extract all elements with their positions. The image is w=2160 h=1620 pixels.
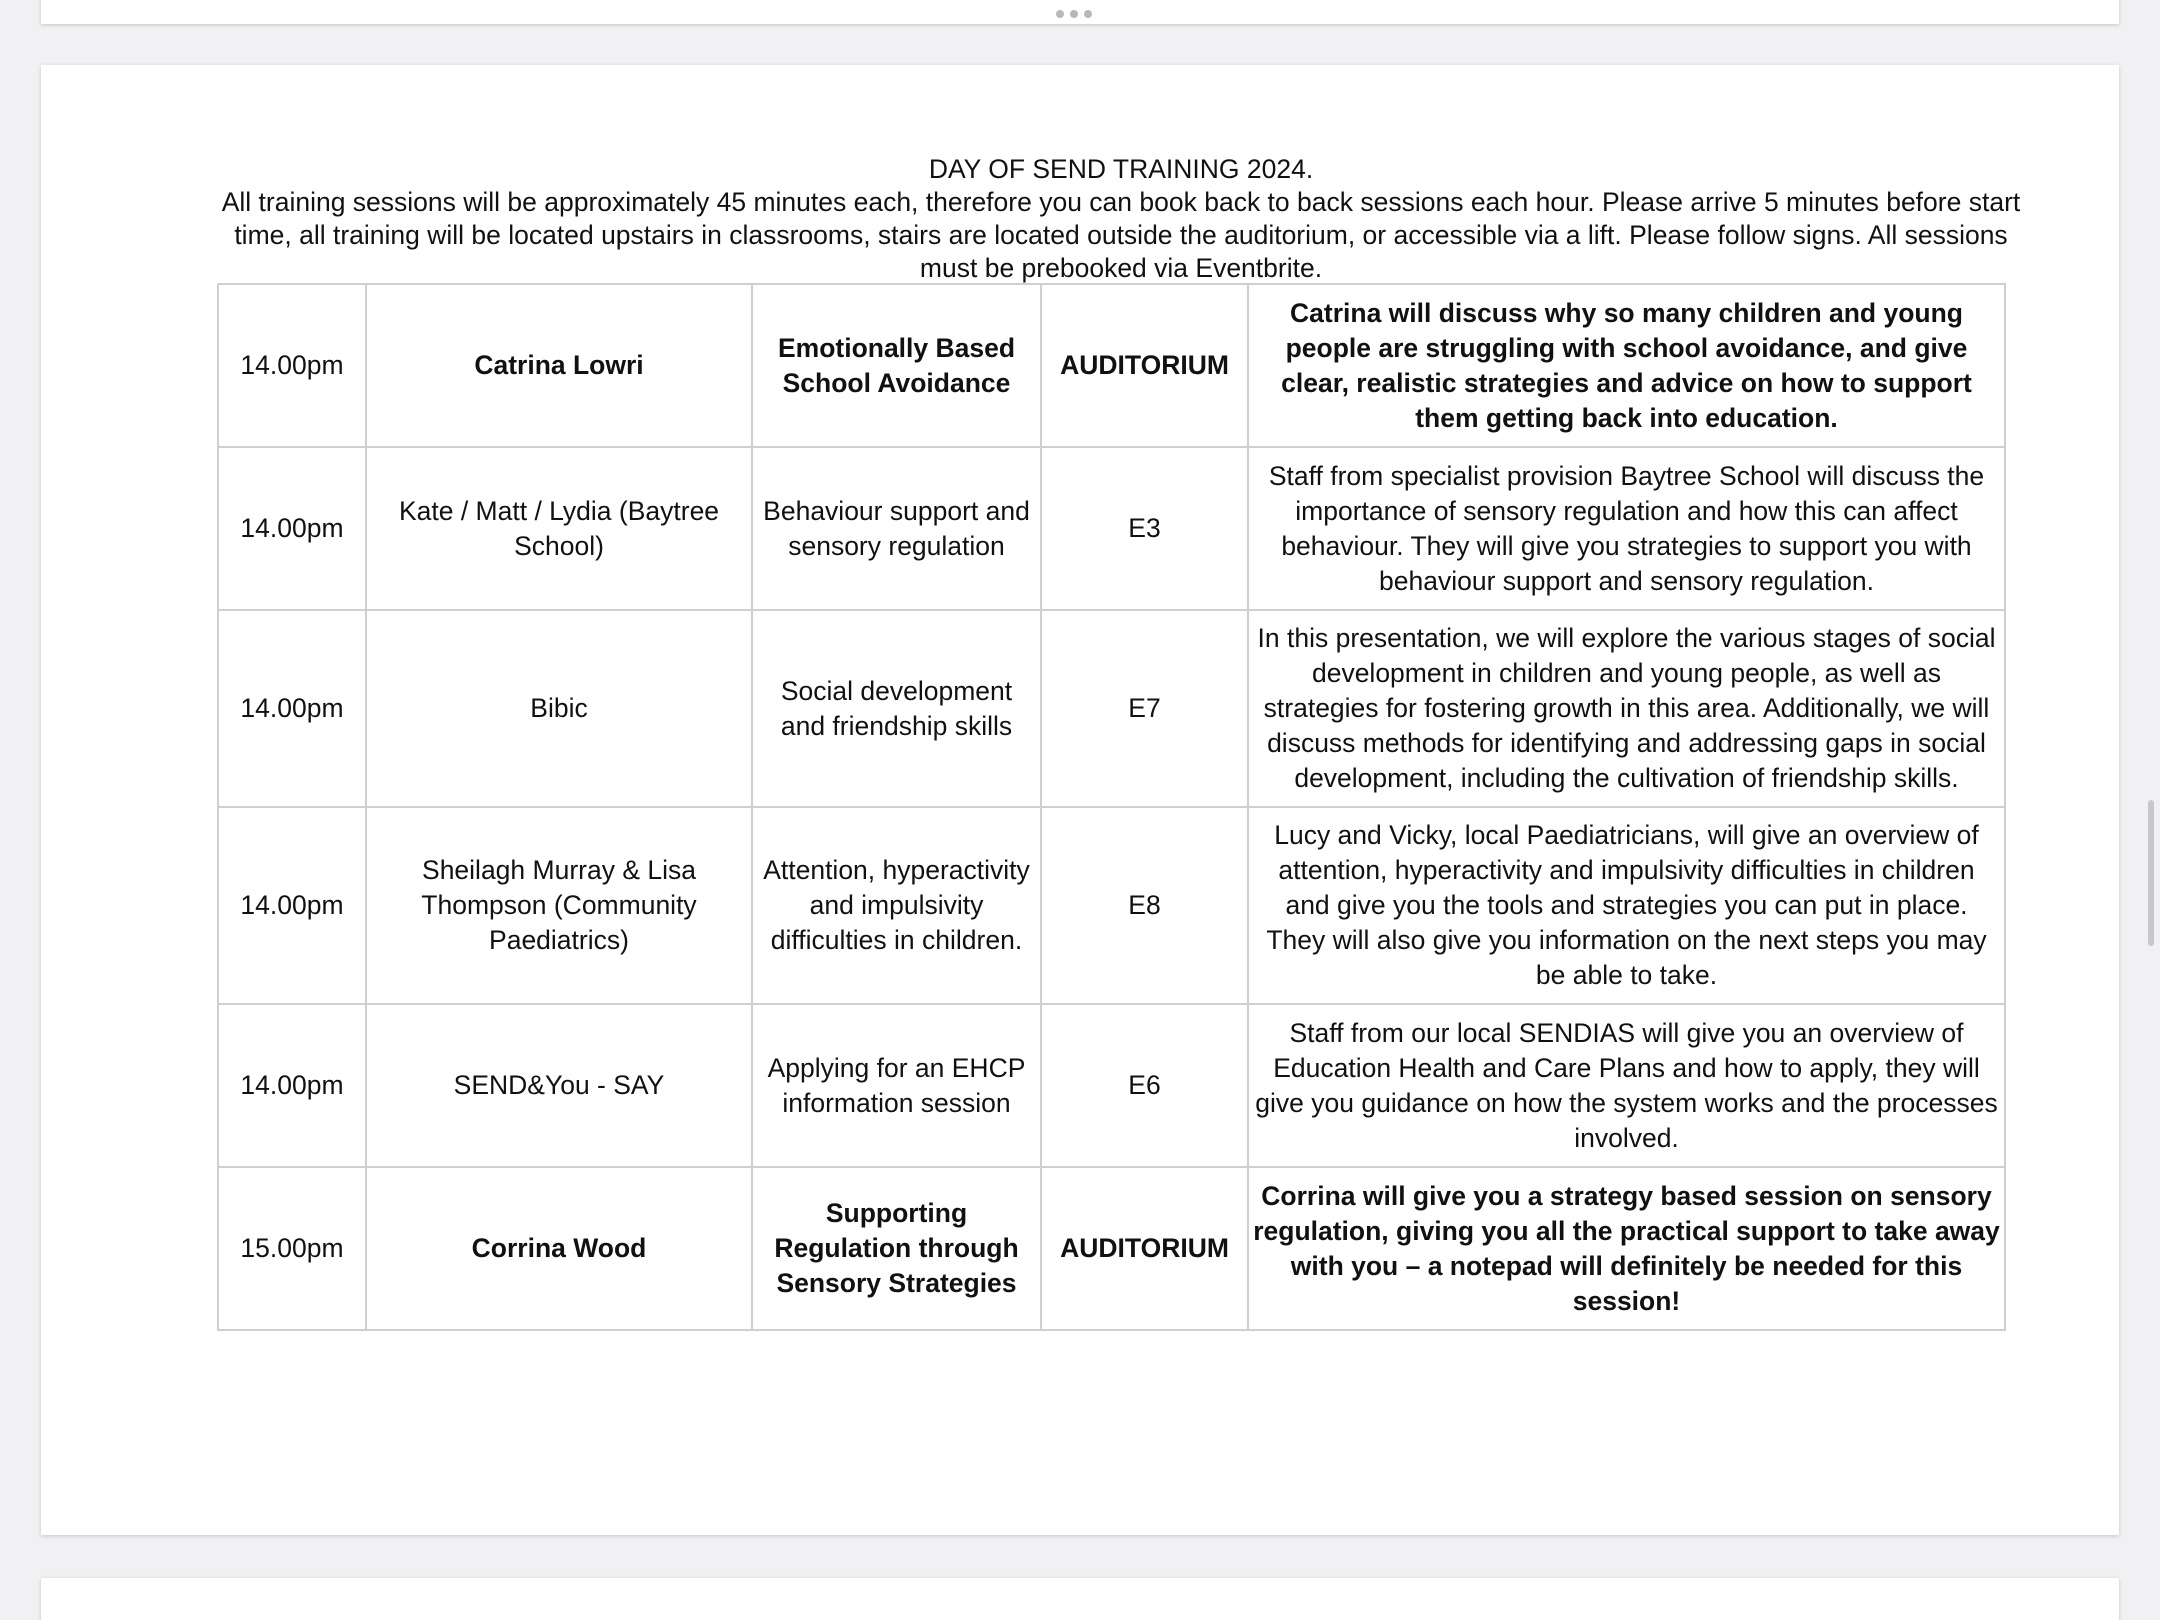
dot [1070, 10, 1078, 18]
current-page [41, 65, 2119, 1535]
session-description: Catrina will discuss why so many children and young people are struggling with school avoidance, and give clear, realistic strategies and advice on how to support them getting back into education. [1248, 284, 2005, 447]
table-row [218, 807, 2005, 1004]
session-topic: Attention, hyperactivity and impulsivity difficulties in children. [752, 807, 1041, 1004]
session-room: E3 [1041, 447, 1248, 610]
session-topic: Social development and friendship skills [752, 610, 1041, 807]
session-room: E6 [1041, 1004, 1248, 1167]
session-description: Corrina will give you a strategy based session on sensory regulation, giving you all the practical support to take away with you – a notepad will definitely be needed for this session! [1248, 1167, 2005, 1330]
session-topic: Applying for an EHCP information session [752, 1004, 1041, 1167]
session-speaker: Corrina Wood [366, 1167, 752, 1330]
session-room: E8 [1041, 807, 1248, 1004]
session-speaker: SEND&You - SAY [366, 1004, 752, 1167]
session-time: 14.00pm [218, 447, 366, 610]
table-row [218, 1004, 2005, 1167]
table-row [218, 284, 2005, 447]
next-page[interactable] [41, 1578, 2119, 1620]
session-topic: Supporting Regulation through Sensory Strategies [752, 1167, 1041, 1330]
page-title: DAY OF SEND TRAINING 2024. [928, 154, 1314, 184]
session-time: 14.00pm [218, 1004, 366, 1167]
session-speaker: Catrina Lowri [366, 284, 752, 447]
session-room: E7 [1041, 610, 1248, 807]
document-heading [221, 153, 2021, 285]
session-topic: Behaviour support and sensory regulation [752, 447, 1041, 610]
session-speaker: Kate / Matt / Lydia (Baytree School) [366, 447, 752, 610]
intro-text: All training sessions will be approximately 45 minutes each, therefore you can book back to back sessions each hour. Please arrive 5 minutes before start time, all training will be located upstairs in classrooms, stairs are located outside the auditorium, or accessible via a lift. Please follow signs. All sessions must be prebooked via Eventbrite. [221, 187, 2021, 283]
session-description: Staff from specialist provision Baytree School will discuss the importance of sensory regulation and how this can affect behaviour. They will give you strategies to support you with behaviour support and sensory regulation. [1248, 447, 2005, 610]
session-description: In this presentation, we will explore the various stages of social development in children and young people, as well as strategies for fostering growth in this area. Additionally, we will discuss methods for identifying and addressing gaps in social development, including the cultivation of friendship skills. [1248, 610, 2005, 807]
session-room: AUDITORIUM [1041, 284, 1248, 447]
session-description: Lucy and Vicky, local Paediatricians, will give an overview of attention, hyperactivity and impulsivity difficulties in children and give you the tools and strategies you can put in place. They will also give you information on the next steps you may be able to take. [1248, 807, 2005, 1004]
scrollbar-thumb[interactable] [2148, 800, 2154, 946]
session-time: 14.00pm [218, 610, 366, 807]
session-room: AUDITORIUM [1041, 1167, 1248, 1330]
table-row [218, 1167, 2005, 1330]
more-options-icon[interactable] [1056, 10, 1092, 18]
table-row [218, 447, 2005, 610]
session-description: Staff from our local SENDIAS will give you an overview of Education Health and Care Plans and how to apply, they will give you guidance on how the system works and the processes involved. [1248, 1004, 2005, 1167]
session-time: 14.00pm [218, 807, 366, 1004]
session-time: 15.00pm [218, 1167, 366, 1330]
session-speaker: Sheilagh Murray & Lisa Thompson (Community Paediatrics) [366, 807, 752, 1004]
training-schedule-table [217, 283, 2006, 1331]
table-row [218, 610, 2005, 807]
dot [1056, 10, 1064, 18]
dot [1084, 10, 1092, 18]
session-time: 14.00pm [218, 284, 366, 447]
session-topic: Emotionally Based School Avoidance [752, 284, 1041, 447]
session-speaker: Bibic [366, 610, 752, 807]
